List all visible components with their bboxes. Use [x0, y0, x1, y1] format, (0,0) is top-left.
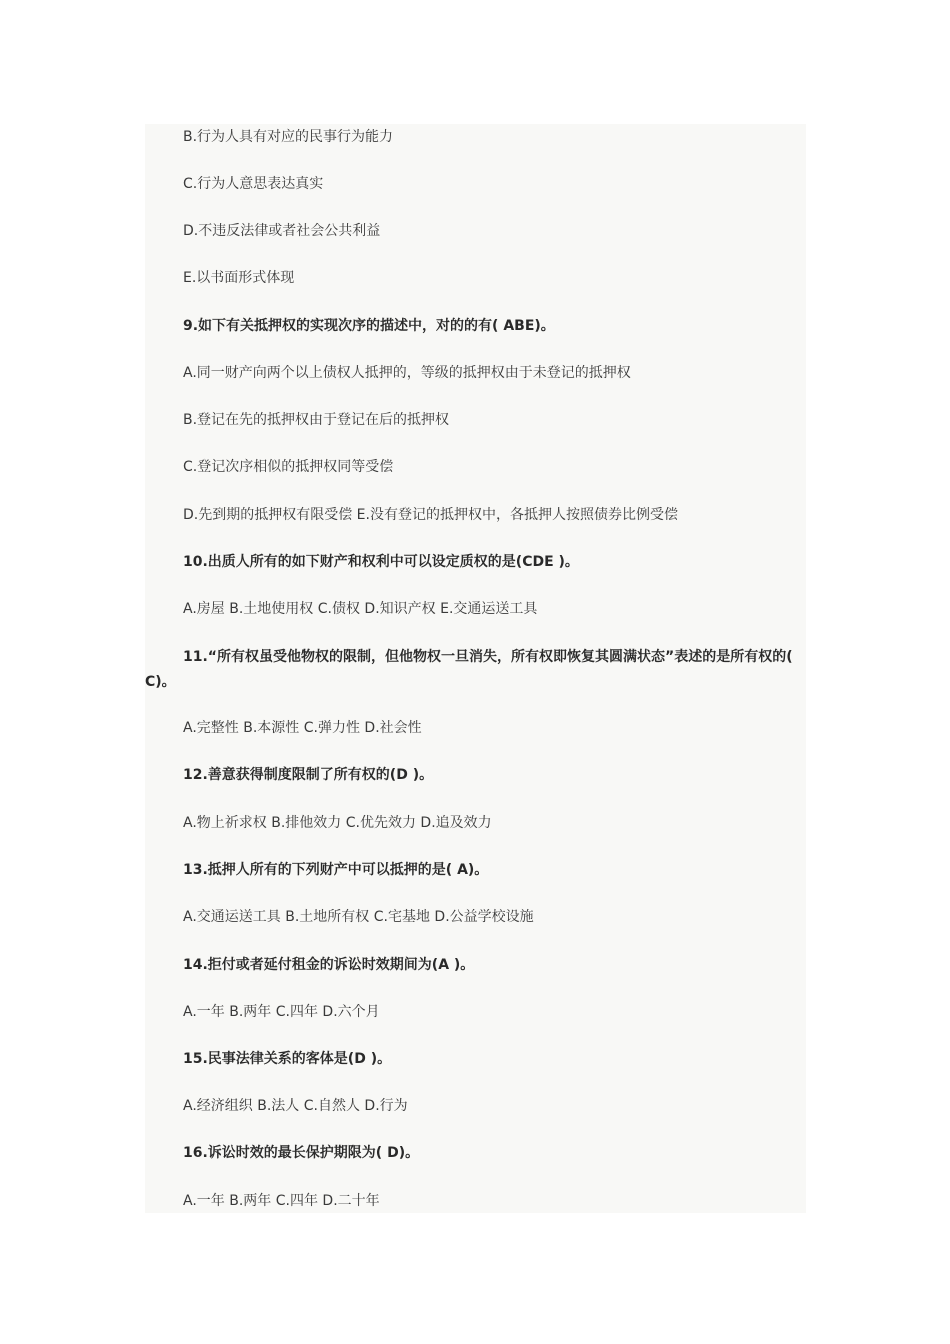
- option-line: A.一年 B.两年 C.四年 D.六个月: [183, 1004, 380, 1020]
- option-line: A.房屋 B.土地使用权 C.债权 D.知识产权 E.交通运送工具: [183, 601, 538, 617]
- option-line: A.同一财产向两个以上债权人抵押的，等级的抵押权由于未登记的抵押权: [183, 365, 631, 381]
- option-line: A.一年 B.两年 C.四年 D.二十年: [183, 1193, 380, 1209]
- question-14: 14.拒付或者延付租金的诉讼时效期间为(A )。: [183, 957, 475, 973]
- option-line: D.先到期的抵押权有限受偿 E.没有登记的抵押权中，各抵押人按照债券比例受偿: [183, 507, 678, 523]
- option-line: A.交通运送工具 B.土地所有权 C.宅基地 D.公益学校设施: [183, 909, 534, 925]
- question-15: 15.民事法律关系的客体是(D )。: [183, 1051, 392, 1067]
- option-line: A.完整性 B.本源性 C.弹力性 D.社会性: [183, 720, 422, 736]
- option-line: C.登记次序相似的抵押权同等受偿: [183, 459, 394, 475]
- option-line: B.行为人具有对应的民事行为能力: [183, 129, 394, 145]
- option-line: A.经济组织 B.法人 C.自然人 D.行为: [183, 1098, 408, 1114]
- question-11: 11.“所有权虽受他物权的限制，但他物权一旦消失，所有权即恢复其圆满状态”表述的是所有权的( C)。: [145, 649, 793, 690]
- question-16: 16.诉讼时效的最长保护期限为( D)。: [183, 1145, 420, 1161]
- question-10: 10.出质人所有的如下财产和权利中可以设定质权的是(CDE )。: [183, 554, 579, 570]
- question-9: 9.如下有关抵押权的实现次序的描述中，对的的有( ABE)。: [183, 318, 555, 334]
- option-line: A.物上祈求权 B.排他效力 C.优先效力 D.追及效力: [183, 815, 492, 831]
- option-line: E.以书面形式体现: [183, 270, 295, 286]
- question-12: 12.善意获得制度限制了所有权的(D )。: [183, 767, 434, 783]
- option-line: B.登记在先的抵押权由于登记在后的抵押权: [183, 412, 450, 428]
- question-13: 13.抵押人所有的下列财产中可以抵押的是( A)。: [183, 862, 489, 878]
- option-line: D.不违反法律或者社会公共利益: [183, 223, 381, 239]
- option-line: C.行为人意思表达真实: [183, 176, 324, 192]
